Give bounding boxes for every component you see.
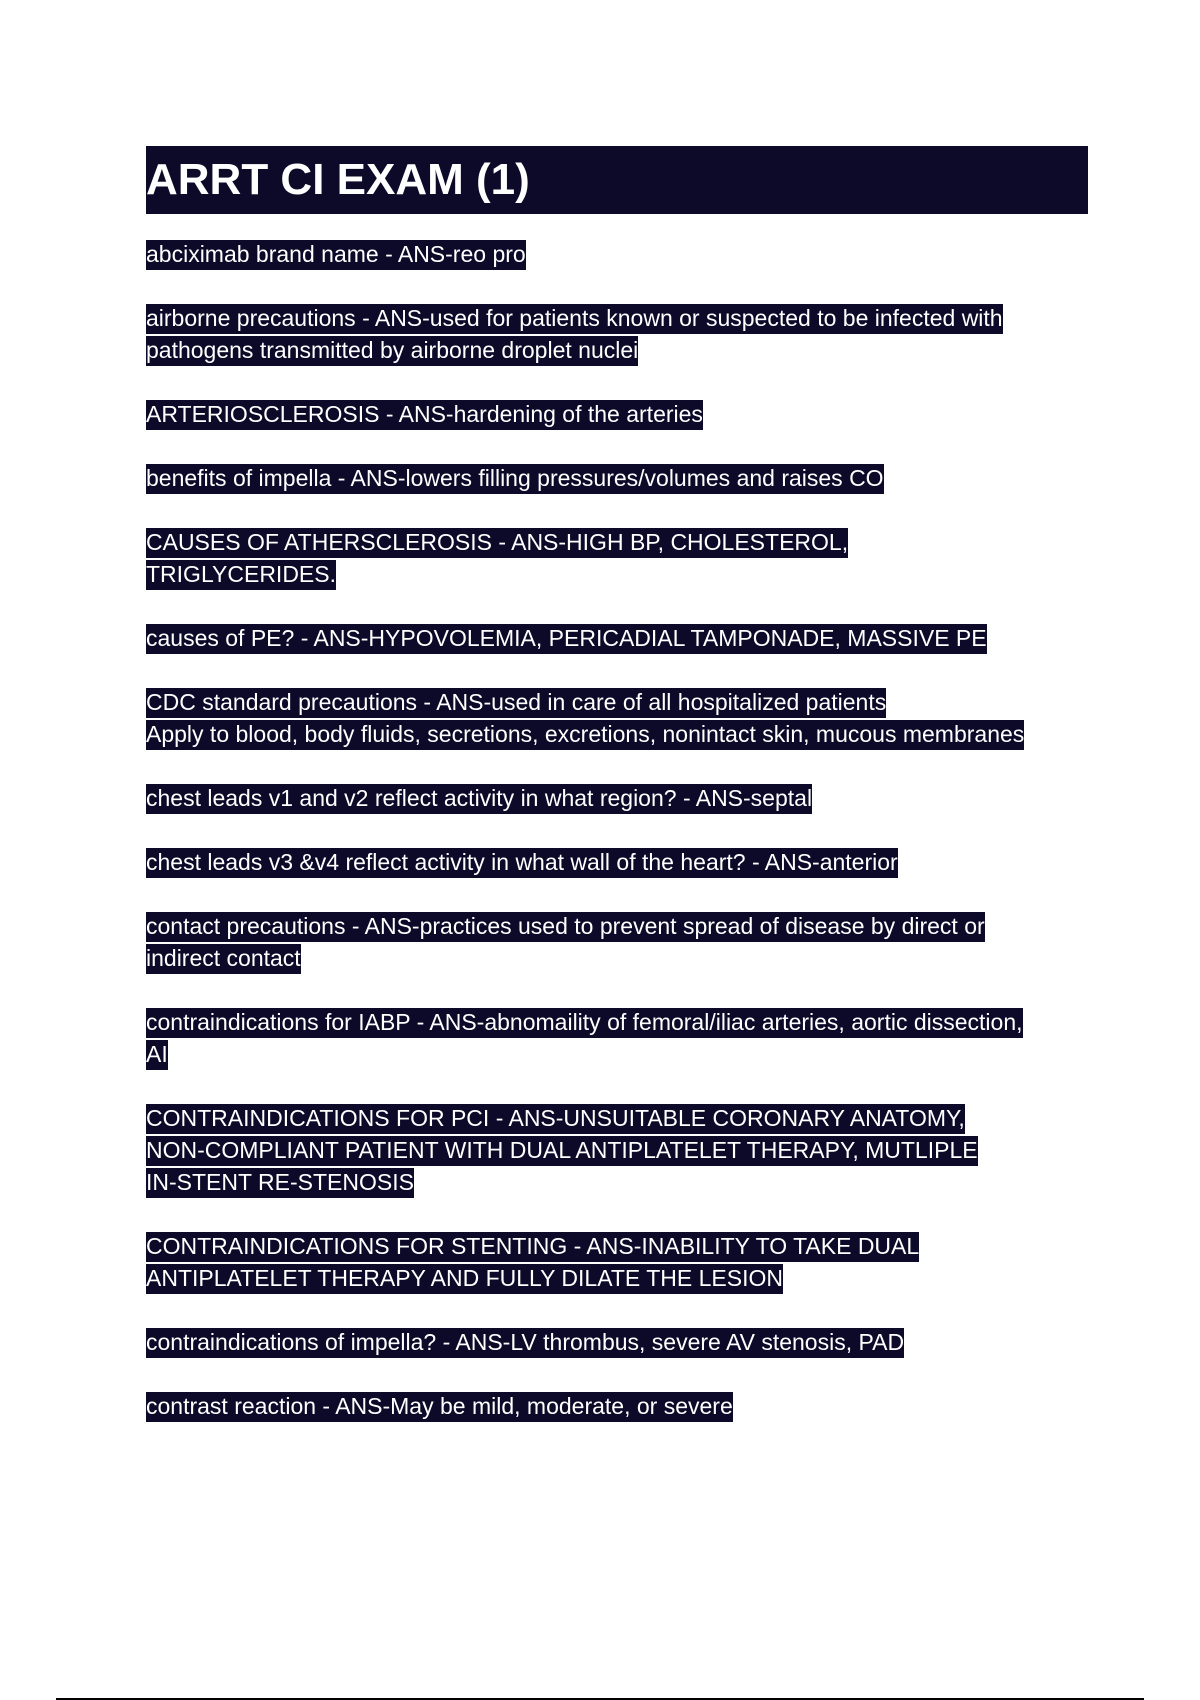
entry-line: abciximab brand name - ANS-reo pro bbox=[146, 240, 526, 270]
entry-item bbox=[146, 622, 1086, 654]
entry-line: benefits of impella - ANS-lowers filling pressures/volumes and raises CO bbox=[146, 464, 884, 494]
entry-line: contact precautions - ANS-practices used to prevent spread of disease by direct or bbox=[146, 912, 985, 942]
entry-line: CDC standard precautions - ANS-used in care of all hospitalized patients bbox=[146, 688, 886, 718]
entry-item bbox=[146, 1326, 1086, 1358]
entry-line: IN-STENT RE-STENOSIS bbox=[146, 1168, 414, 1198]
entry-line: pathogens transmitted by airborne droplet nuclei bbox=[146, 336, 638, 366]
entry-line: CONTRAINDICATIONS FOR STENTING - ANS-INABILITY TO TAKE DUAL bbox=[146, 1232, 919, 1262]
entry-item bbox=[146, 1390, 1086, 1422]
entry-line: Apply to blood, body fluids, secretions, excretions, nonintact skin, mucous membranes bbox=[146, 720, 1024, 750]
document-title: ARRT CI EXAM (1) bbox=[146, 155, 530, 204]
entry-item bbox=[146, 462, 1086, 494]
entry-list bbox=[146, 238, 1086, 1454]
entry-line: contrast reaction - ANS-May be mild, moderate, or severe bbox=[146, 1392, 733, 1422]
entry-item bbox=[146, 1230, 1086, 1294]
entry-line: ARTERIOSCLEROSIS - ANS-hardening of the arteries bbox=[146, 400, 703, 430]
entry-line: contraindications of impella? - ANS-LV thrombus, severe AV stenosis, PAD bbox=[146, 1328, 904, 1358]
entry-item bbox=[146, 302, 1086, 366]
entry-item bbox=[146, 910, 1086, 974]
entry-line: TRIGLYCERIDES. bbox=[146, 560, 336, 590]
entry-line: ANTIPLATELET THERAPY AND FULLY DILATE THE LESION bbox=[146, 1264, 783, 1294]
entry-line: CAUSES OF ATHERSCLEROSIS - ANS-HIGH BP, CHOLESTEROL, bbox=[146, 528, 848, 558]
entry-line: NON-COMPLIANT PATIENT WITH DUAL ANTIPLATELET THERAPY, MUTLIPLE bbox=[146, 1136, 978, 1166]
entry-line: CONTRAINDICATIONS FOR PCI - ANS-UNSUITABLE CORONARY ANATOMY, bbox=[146, 1104, 965, 1134]
entry-line: chest leads v1 and v2 reflect activity in what region? - ANS-septal bbox=[146, 784, 812, 814]
entry-line: chest leads v3 &v4 reflect activity in what wall of the heart? - ANS-anterior bbox=[146, 848, 898, 878]
entry-line: AI bbox=[146, 1040, 168, 1070]
entry-item bbox=[146, 846, 1086, 878]
entry-item bbox=[146, 1006, 1086, 1070]
entry-item bbox=[146, 1102, 1086, 1198]
entry-line: airborne precautions - ANS-used for patients known or suspected to be infected with bbox=[146, 304, 1003, 334]
entry-item bbox=[146, 238, 1086, 270]
entry-item bbox=[146, 398, 1086, 430]
entry-line: indirect contact bbox=[146, 944, 301, 974]
entry-line: causes of PE? - ANS-HYPOVOLEMIA, PERICADIAL TAMPONADE, MASSIVE PE bbox=[146, 624, 987, 654]
entry-line: contraindications for IABP - ANS-abnomaility of femoral/iliac arteries, aortic dissection, bbox=[146, 1008, 1023, 1038]
entry-item bbox=[146, 686, 1086, 750]
entry-item bbox=[146, 782, 1086, 814]
entry-item bbox=[146, 526, 1086, 590]
